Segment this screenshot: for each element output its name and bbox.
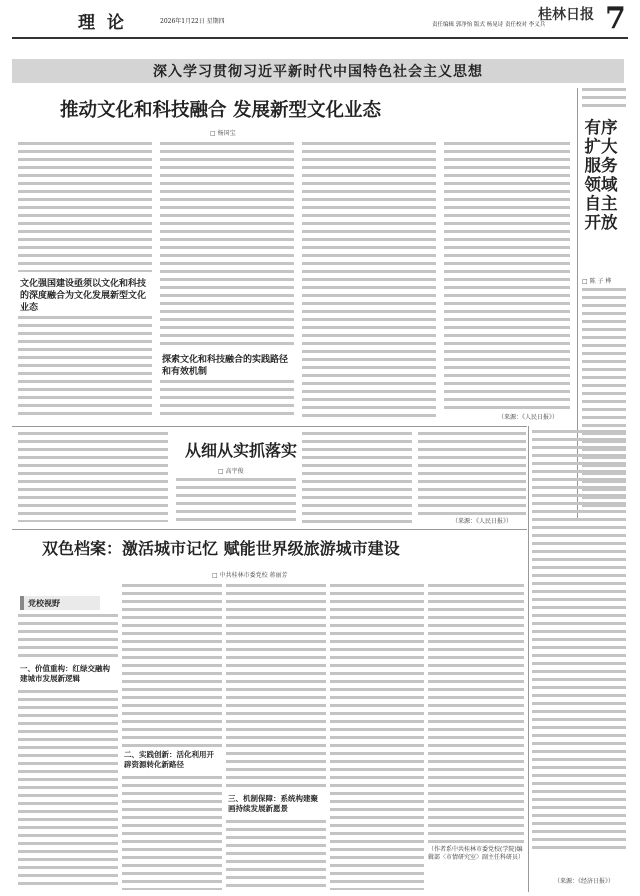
side-text-top: [582, 88, 626, 112]
article3-section1-heading: 一、价值重构：红绿交融构建城市发展新逻辑: [20, 664, 110, 683]
header-rule: [12, 37, 628, 39]
article3-col2b-text: [122, 776, 222, 890]
article1-source: （来源：《人民日报》）: [498, 414, 559, 421]
article2-title: 从细从实抓落实: [185, 441, 298, 460]
article1-author: □ 杨国宝: [210, 130, 236, 137]
article2-col2-text: [176, 478, 296, 526]
article3-title: 双色档案：激活城市记忆 赋能世界级旅游城市建设: [42, 539, 400, 558]
column-badge: 党校视野: [20, 596, 100, 610]
article2-col1-text: [18, 432, 168, 522]
article1-col1-text: [18, 142, 152, 272]
article2-source: （来源：《人民日报》）: [452, 518, 513, 525]
article1-col4-text: [444, 142, 570, 410]
banner-title: 深入学习贯彻习近平新时代中国特色社会主义思想: [153, 64, 483, 80]
article2-col4-text: [418, 432, 526, 516]
right-column-rule: [528, 426, 529, 892]
page-number: 7: [605, 1, 626, 36]
article1-col2-text: [160, 142, 294, 350]
article3-col3-text: [226, 584, 326, 790]
article2-top-rule: [12, 426, 527, 427]
article3-top-rule: [12, 529, 527, 530]
article3-col1b-text: [18, 690, 118, 890]
article2-author: □ 高宇俊: [218, 468, 244, 475]
article3-col5-text: [428, 584, 524, 844]
editor-credits: 责任编辑 郭净怡 版式 杨晃诗 责任校对 李义兵: [432, 22, 546, 28]
article1-title: 推动文化和科技融合 发展新型文化业态: [60, 100, 381, 121]
side-article-author: □ 陈 子 桦: [582, 278, 612, 285]
article2-col3-text: [302, 432, 412, 526]
section-name: 理 论: [78, 13, 127, 33]
article3-col1-text: [18, 614, 118, 660]
side-article-title: 有序扩大服务领域自主开放: [584, 118, 618, 232]
article3-author: □ 中共桂林市委党校 蒋丽芳: [212, 572, 288, 579]
article1-subhead-2: 探索文化和科技融合的实践路径和有效机制: [162, 355, 289, 377]
article3-col3b-text: [226, 820, 326, 890]
article1-col3-text: [302, 142, 436, 420]
side-source: （来源：《经济日报》）: [554, 878, 615, 885]
article3-section2-heading: 二、实践创新：活化利用开辟资源转化新路径: [124, 750, 214, 769]
article3-section3-heading: 三、机制保障：系统构建聚画持续发展新愿景: [228, 794, 318, 813]
article3-col2-text: [122, 584, 222, 748]
article3-source: （作者系中共桂林市委党校(学院)编辑部〈市情研究室〉副主任科研员）: [428, 846, 525, 861]
issue-date: 2026年1月22日 星期四: [160, 18, 225, 25]
article1-subhead-1: 文化强国建设亟须以文化和科技的深度融合为文化发展新型文化业态: [20, 279, 147, 313]
side-text-lower: [532, 430, 626, 850]
article3-col4-text: [330, 584, 424, 890]
article1-col2b-text: [160, 380, 294, 420]
newspaper-name: 桂林日报: [538, 7, 594, 23]
article1-col1b-text: [18, 316, 152, 420]
